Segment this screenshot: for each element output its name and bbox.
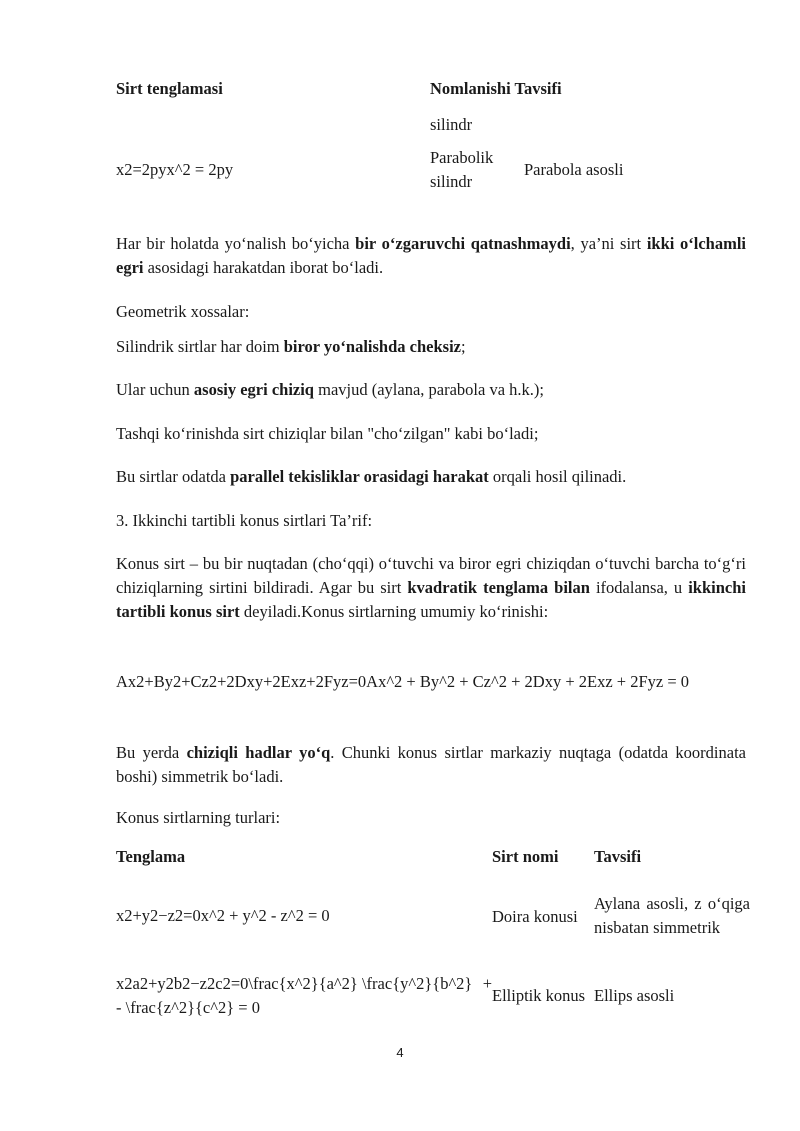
property-item: Ular uchun asosiy egri chiziq mavjud (aylana, parabola va h.k.); [116, 380, 544, 399]
cone-name: Doira konusi [492, 907, 578, 927]
surface-name: silindr [430, 115, 473, 135]
section-heading: 3. Ikkinchi tartibli konus sirtlari Ta’rif: [116, 511, 373, 530]
header-description: Tavsifi [594, 847, 642, 867]
cone-description: Ellips asosli [594, 985, 675, 1005]
cone-types-table [116, 840, 750, 1020]
header-equation: Sirt tenglamasi [116, 79, 223, 99]
surface-description: Parabola asosli [524, 159, 624, 179]
header-name-desc: Nomlanishi Tavsifi [430, 79, 562, 99]
table-row [116, 146, 746, 194]
linear-terms-note: Bu yerda chiziqli hadlar yo‘q. Chunki konus sirtlar markaziy nuqtaga (odatda koordinata boshi) simmetrik bo‘ladi. [116, 743, 746, 786]
general-equation: Ax2+By2+Cz2+2Dxy+2Exz+2Fyz=0Ax^2 + By^2 + Cz^2 + 2Dxy + 2Exz + 2Fyz = 0 [116, 672, 690, 691]
paragraph-direction: Har bir holatda yo‘nalish bo‘yicha bir o‘zgaruvchi qatnashmaydi, ya’ni sirt ikki o‘lchamli egri asosidagi harakatdan iborat bo‘ladi. [116, 234, 747, 277]
table-row [116, 104, 746, 146]
surface-equation: x2=2pyx^2 = 2py [116, 159, 234, 179]
geometric-properties-title: Geometrik xossalar: [116, 302, 250, 321]
cone-equation: x2a2+y2b2−z2c2=0\frac{x^2}{a^2} \frac{y^2}{b^2} - \frac{z^2}{c^2} = 0 [116, 974, 473, 1017]
page-number: 4 [396, 1045, 404, 1060]
header-surface-name: Sirt nomi [492, 847, 559, 867]
property-item: Tashqi ko‘rinishda sirt chiziqlar bilan "cho‘zilgan" kabi bo‘ladi; [116, 424, 539, 443]
table-row [116, 874, 750, 958]
surface-name: Parabolik silindr [430, 148, 494, 191]
table-header-row [116, 74, 746, 104]
plus-sign: + [482, 974, 492, 993]
table-header-row [116, 840, 750, 874]
property-item: Silindrik sirtlar har doim biror yo‘nalishda cheksiz; [116, 337, 466, 356]
cone-equation: x2+y2−z2=0x^2 + y^2 - z^2 = 0 [116, 906, 330, 926]
cone-definition: Konus sirt – bu bir nuqtadan (cho‘qqi) o‘tuvchi va biror egri chiziqdan o‘tuvchi barcha to‘g‘ri chiziqlarning sirtini bildiradi. Agar bu sirt kvadratik tenglama bilan ifodalansa, u ikkinchi tartibli konus sirt deyiladi.Konus sirtlarning umumiy ko‘rinishi: [116, 554, 746, 621]
cone-description: Aylana asosli, z o‘qiga nisbatan simmetrik [594, 894, 750, 937]
surface-table [116, 74, 746, 194]
header-equation: Tenglama [116, 847, 186, 867]
table-row [116, 958, 750, 1020]
cone-types-title: Konus sirtlarning turlari: [116, 808, 281, 827]
property-item: Bu sirtlar odatda parallel tekisliklar orasidagi harakat orqali hosil qilinadi. [116, 467, 627, 486]
cone-name: Elliptik konus [492, 985, 586, 1005]
